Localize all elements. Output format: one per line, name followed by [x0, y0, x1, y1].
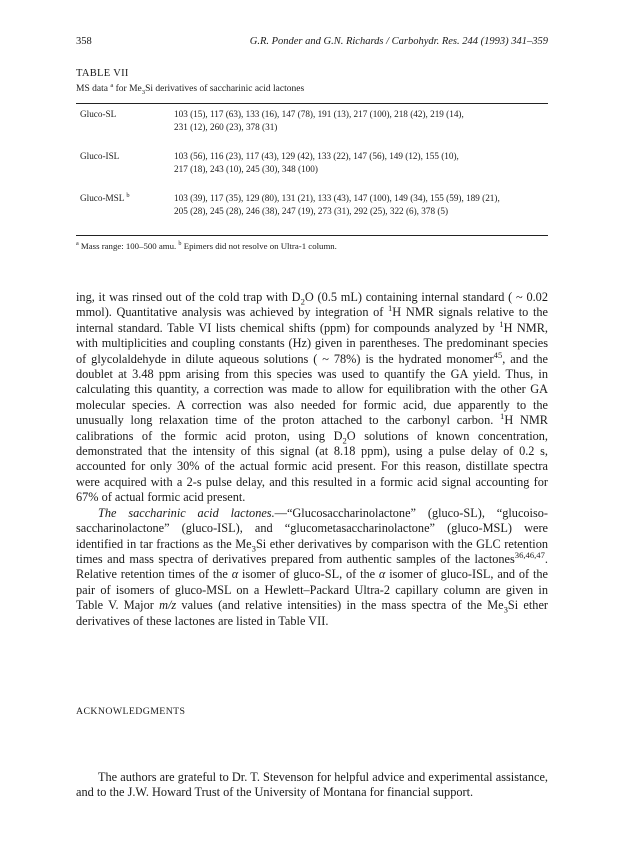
- table-footnote: $^a$ Mass range: 100–500 amu. $^b$ Epimers did not resolve on Ultra-1 column.: [76, 241, 337, 251]
- page-number: 358: [76, 36, 92, 47]
- ms-values: 103 (39), 117 (35), 129 (80), 131 (21), 133 (43), 147 (100), 149 (34), 155 (59), 189 (21), 205 (28), 245 (28), 246 (38), 247 (19), 273 (31), 292 (25), 322 (6), 378 (5): [174, 193, 500, 216]
- compound-name: Gluco-ISL: [80, 151, 120, 161]
- acknowledgments-text: The authors are grateful to Dr. T. Stevenson for helpful advice and experimental assistance, and to the J.W. Howard Trust of the University of Montana for financial support.: [76, 770, 548, 800]
- ms-values: 103 (15), 117 (63), 133 (16), 147 (78), 191 (13), 217 (100), 218 (42), 219 (14), 231 (12), 260 (23), 378 (31): [174, 109, 464, 132]
- page-header: [76, 36, 548, 50]
- compound-name: Gluco-MSL $^b$: [80, 191, 130, 203]
- table-bottom-rule: [76, 235, 548, 236]
- table-caption: MS data $^a$ for $Me_3Si$ derivatives of saccharinic acid lactones: [76, 81, 305, 96]
- ms-data-table: [76, 108, 548, 234]
- section-lead: The saccharinic acid lactones.: [98, 505, 275, 520]
- running-head: G.R. Ponder and G.N. Richards / Carbohydr. Res. 244 (1993) 341–359: [249, 36, 548, 47]
- acknowledgments-heading: ACKNOWLEDGMENTS: [76, 706, 186, 717]
- table-top-rule: [76, 103, 548, 104]
- table-row: [76, 108, 548, 150]
- paragraph: The saccharinic acid lactones.—“Glucosaccharinolactone” (gluco-SL), “glucoiso-saccharinolactone” (gluco-ISL), and “glucometasaccharinolactone” (gluco-MSL) were identified in tar fractions as the $Me_3Si$ ether derivatives by comparison with the GLC retention times and mass spectra of derivatives prepared from authentic samples of the lactones$^{36,46,47}$. Relative retention times of the α isomer of gluco-SL, of the α isomer of gluco-ISL, and of the pair of isomers of gluco-MSL on a Hewlett–Packard Ultra-2 capillary column are given in Table V. Major m/z values (and relative intensities) in the mass spectra of the $Me_3Si$ ether derivatives of these lactones are listed in Table VII.: [76, 505, 548, 628]
- table-row: [76, 150, 548, 192]
- table-row: [76, 192, 548, 234]
- ms-values: 103 (56), 116 (23), 117 (43), 129 (42), 133 (22), 147 (56), 149 (12), 155 (10), 217 (18), 243 (10), 245 (30), 348 (100): [174, 151, 459, 174]
- paragraph: ing, it was rinsed out of the cold trap with $D_2O$ (0.5 mL) containing internal standard ( ~ 0.02 mmol). Quantitative analysis was achieved by integration of $^1$H NMR signals relative to the internal standard. Table VI lists chemical shifts (ppm) for compounds analyzed by $^1$H NMR, with multiplicities and coupling constants (Hz) given in parentheses. The predominant species of glycolaldehyde in dilute aqueous solutions ( ~ 78%) is the hydrated monomer$^{45}$, and the doublet at 3.48 ppm arising from this species was used to quantify the GA yield. Thus, in calculating this quantity, a correction was made to allow for equilibration with the other GA molecular species. A correction was also needed for formic acid, due apparently to the unusually long relaxation time of the proton attached to the carbonyl carbon. $^1$H NMR calibrations of the formic acid proton, using $D_2O$ solutions of known concentration, demonstrated that the intensity of this signal (at 8.18 ppm), using a pulse delay of 0.2 s, accounted for only 30% of the actual formic acid present. For this reason, distillate spectra were acquired with a 2-s pulse delay, and this resulted in a formic acid signal accounting for 67% of actual formic acid present.: [76, 290, 548, 505]
- compound-name: Gluco-SL: [80, 109, 117, 119]
- body-text: [76, 290, 548, 629]
- table-label: TABLE VII: [76, 68, 129, 79]
